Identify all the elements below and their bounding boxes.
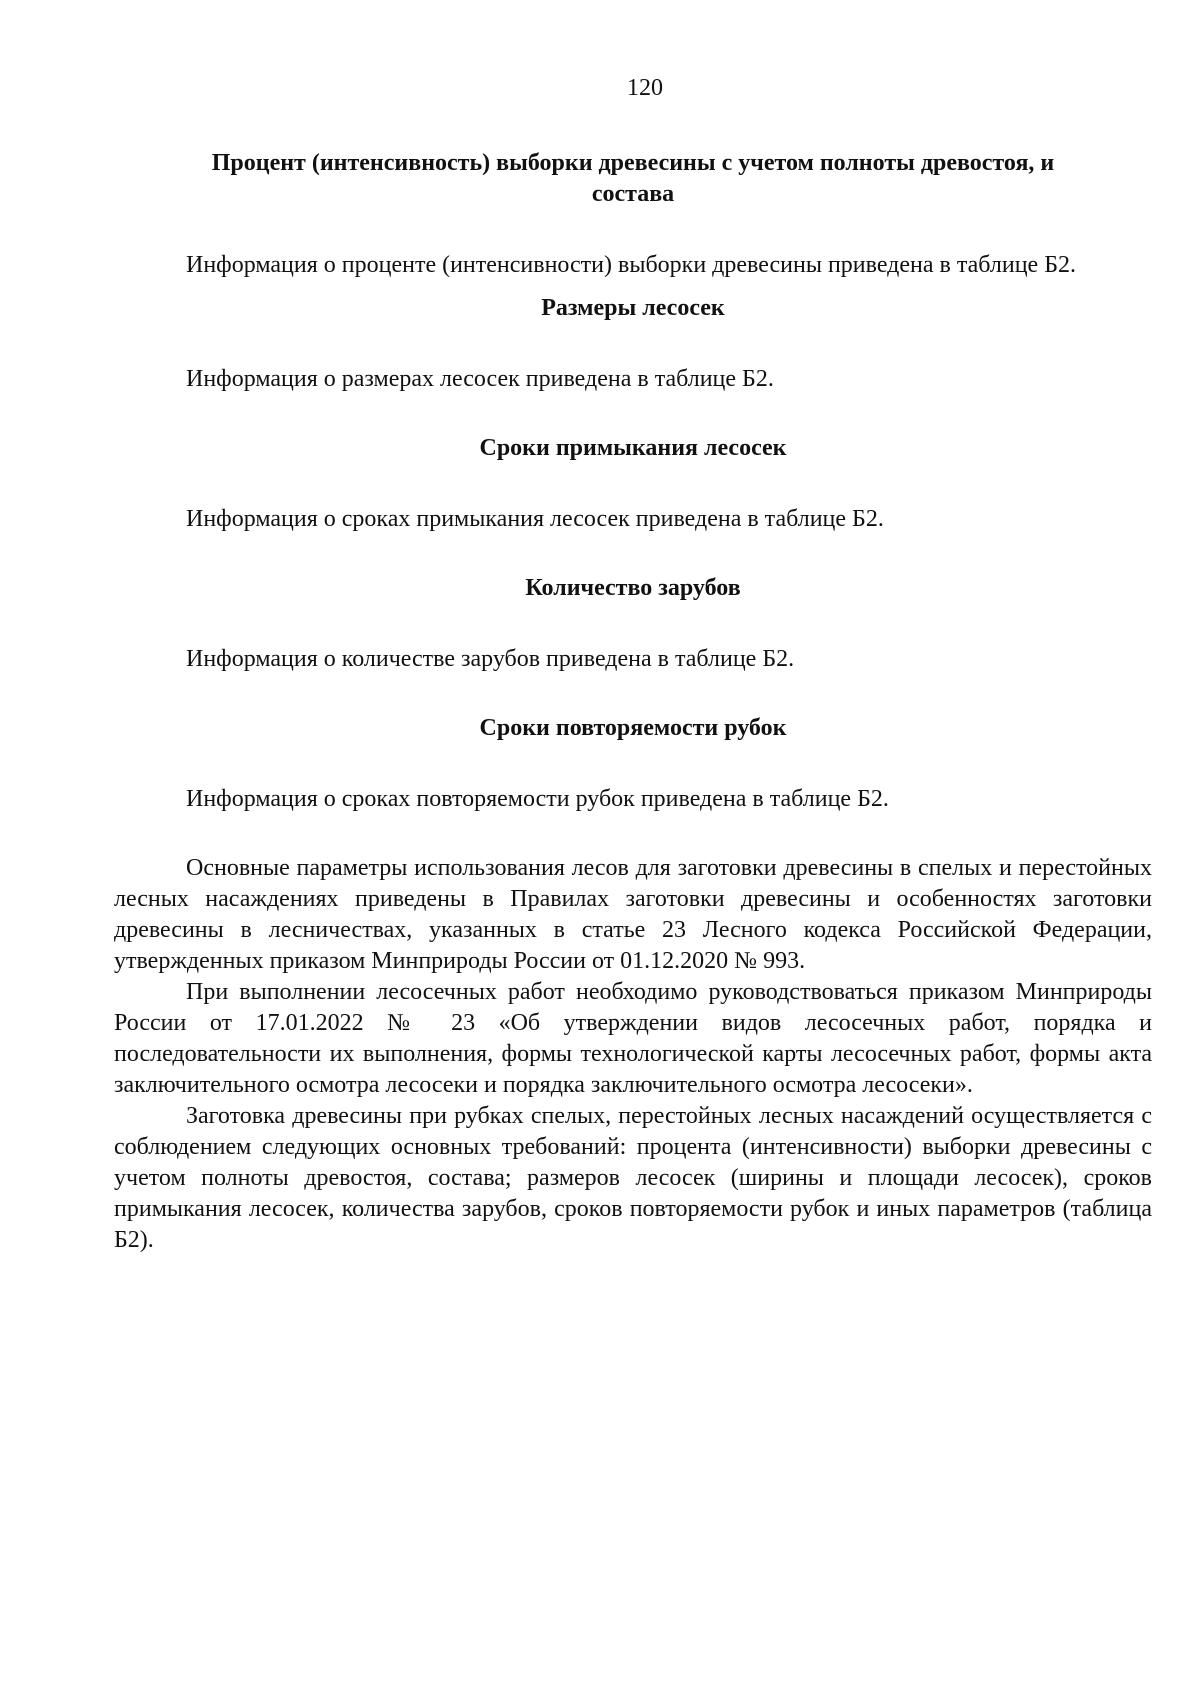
paragraph-intensity: Информация о проценте (интенсивности) выборки древесины приведена в таблице Б2. (186, 252, 1076, 278)
section-heading-sizes: Размеры лесосек (541, 295, 725, 321)
body-paragraph-requirements: Заготовка древесины при рубках спелых, перестойных лесных насаждений осуществляется с соблюдением следующих основных требований: процента (интенсивности) выборки древесины с учетом полноты древостоя, состава; размеров лесосек (ширины и площади лесосек), сроков примыкания лесосек, количества зарубов, сроков повторяемости рубок и иных параметров (таблица Б2). (114, 1103, 1152, 1253)
paragraph-adjacency: Информация о сроках примыкания лесосек приведена в таблице Б2. (186, 506, 884, 532)
page-number: 120 (627, 75, 663, 101)
paragraph-cuts: Информация о количестве зарубов приведена в таблице Б2. (186, 646, 795, 672)
section-heading-adjacency: Сроки примыкания лесосек (479, 435, 787, 461)
paragraph-recurrence: Информация о сроках повторяемости рубок приведена в таблице Б2. (186, 786, 889, 812)
section-heading-recurrence: Сроки повторяемости рубок (479, 715, 787, 741)
body-paragraph-logging-works: При выполнении лесосечных работ необходимо руководствоваться приказом Минприроды России от 17.01.2022 № 23 «Об утверждении видов лесосечных работ, порядка и последовательности их выполнения, формы технологической карты лесосечных работ, формы акта заключительного осмотра лесосеки и порядка заключительного осмотра лесосеки». (114, 979, 1152, 1098)
body-paragraph-parameters: Основные параметры использования лесов для заготовки древесины в спелых и перестойных лесных насаждениях приведены в Правилах заготовки древесины и особенностях заготовки древесины в лесничествах, указанных в статье 23 Лесного кодекса Российской Федерации, утвержденных приказом Минприроды России от 01.12.2020 № 993. (114, 855, 1152, 974)
section-heading-cuts: Количество зарубов (525, 575, 741, 601)
paragraph-sizes: Информация о размерах лесосек приведена в таблице Б2. (186, 366, 774, 392)
section-heading-intensity: Процент (интенсивность) выборки древесины с учетом полноты древостоя, и состава (211, 150, 1055, 207)
